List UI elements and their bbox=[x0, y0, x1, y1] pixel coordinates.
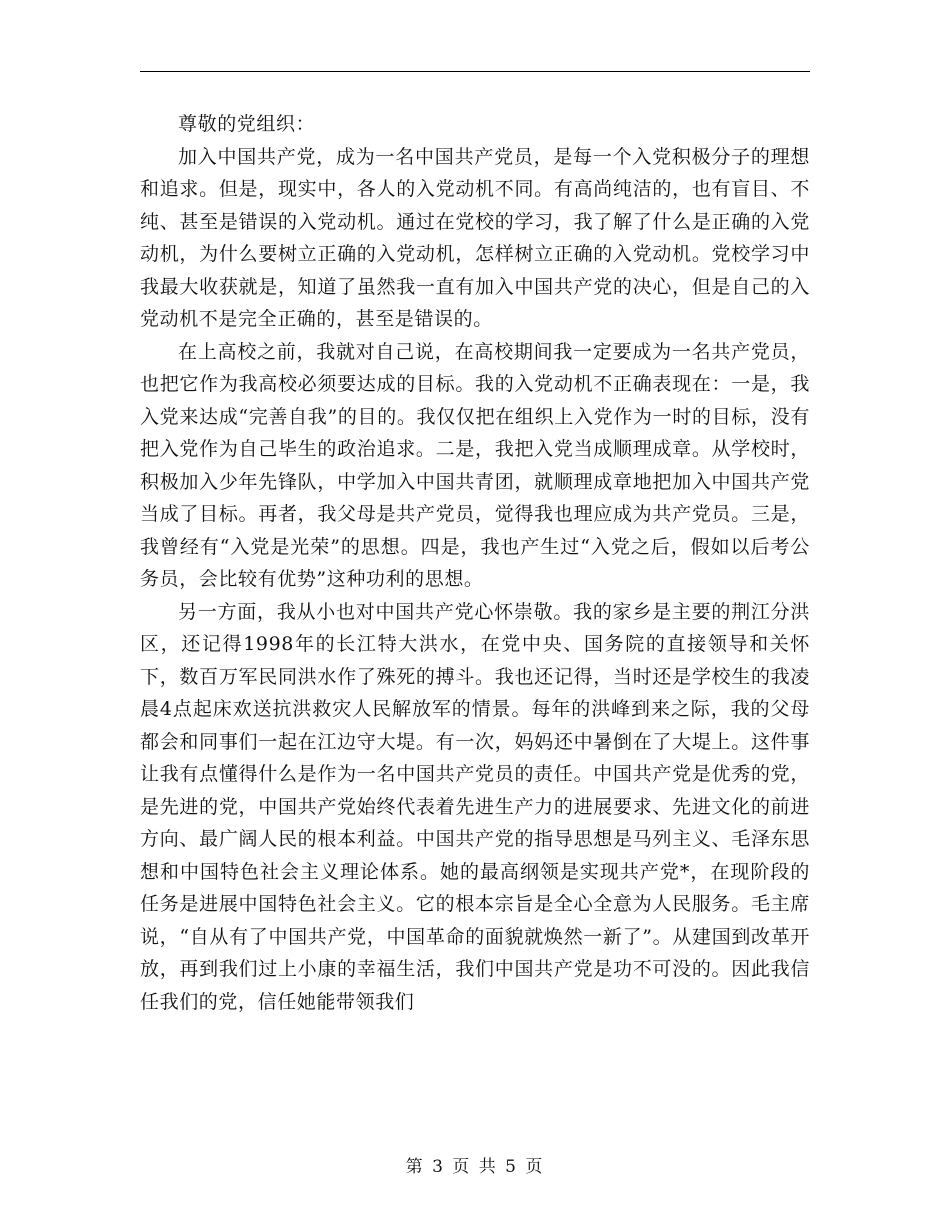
letter-body bbox=[140, 108, 810, 1018]
paragraph-3: 另一方面，我从小也对中国共产党心怀崇敬。我的家乡是主要的荆江分洪区，还记得1998年的长江特大洪水，在党中央、国务院的直接领导和关怀下，数百万军民同洪水作了殊死的搏斗。我也还记得，当时还是学校生的我凌晨4点起床欢送抗洪救灾人民解放军的情景。每年的洪峰到来之际，我的父母都会和同事们一起在江边守大堤。有一次，妈妈还中暑倒在了大堤上。这件事让我有点懂得什么是作为一名中国共产党员的责任。中国共产党是优秀的党，是先进的党，中国共产党始终代表着先进生产力的进展要求、先进文化的前进方向、最广阔人民的根本利益。中国共产党的指导思想是马列主义、毛泽东思想和中国特色社会主义理论体系。她的最高纲领是实现共产党*，在现阶段的任务是进展中国特色社会主义。它的根本宗旨是全心全意为人民服务。毛主席说，“自从有了中国共产党，中国革命的面貌就焕然一新了”。从建国到改革开放，再到我们过上小康的幸福生活，我们中国共产党是功不可没的。因此我信任我们的党，信任她能带领我们 bbox=[140, 600, 810, 1013]
paragraph-1: 加入中国共产党，成为一名中国共产党员，是每一个入党积极分子的理想和追求。但是，现实中，各人的入党动机不同。有高尚纯洁的，也有盲目、不纯、甚至是错误的入党动机。通过在党校的学习，我了解了什么是正确的入党动机，为什么要树立正确的入党动机，怎样树立正确的入党动机。党校学习中我最大收获就是，知道了虽然我一直有加入中国共产党的决心，但是自己的入党动机不是完全正确的，甚至是错误的。 bbox=[140, 145, 810, 330]
salutation: 尊敬的党组织： bbox=[178, 113, 316, 135]
paragraph-2: 在上高校之前，我就对自己说，在高校期间我一定要成为一名共产党员，也把它作为我高校必须要达成的目标。我的入党动机不正确表现在：一是，我入党来达成“完善自我”的目的。我仅仅把在组织上入党作为一时的目标，没有把入党作为自己毕生的政治追求。二是，我把入党当成顺理成章。从学校时，积极加入少年先锋队，中学加入中国共青团，就顺理成章地把加入中国共产党当成了目标。再者，我父母是共产党员，觉得我也理应成为共产党员。三是，我曾经有“入党是光荣”的思想。四是，我也产生过“入党之后，假如以后考公务员，会比较有优势”这种功利的思想。 bbox=[140, 340, 810, 590]
page-number-footer: 第 3 页 共 5 页 bbox=[405, 1157, 545, 1177]
header-rule bbox=[140, 71, 810, 72]
